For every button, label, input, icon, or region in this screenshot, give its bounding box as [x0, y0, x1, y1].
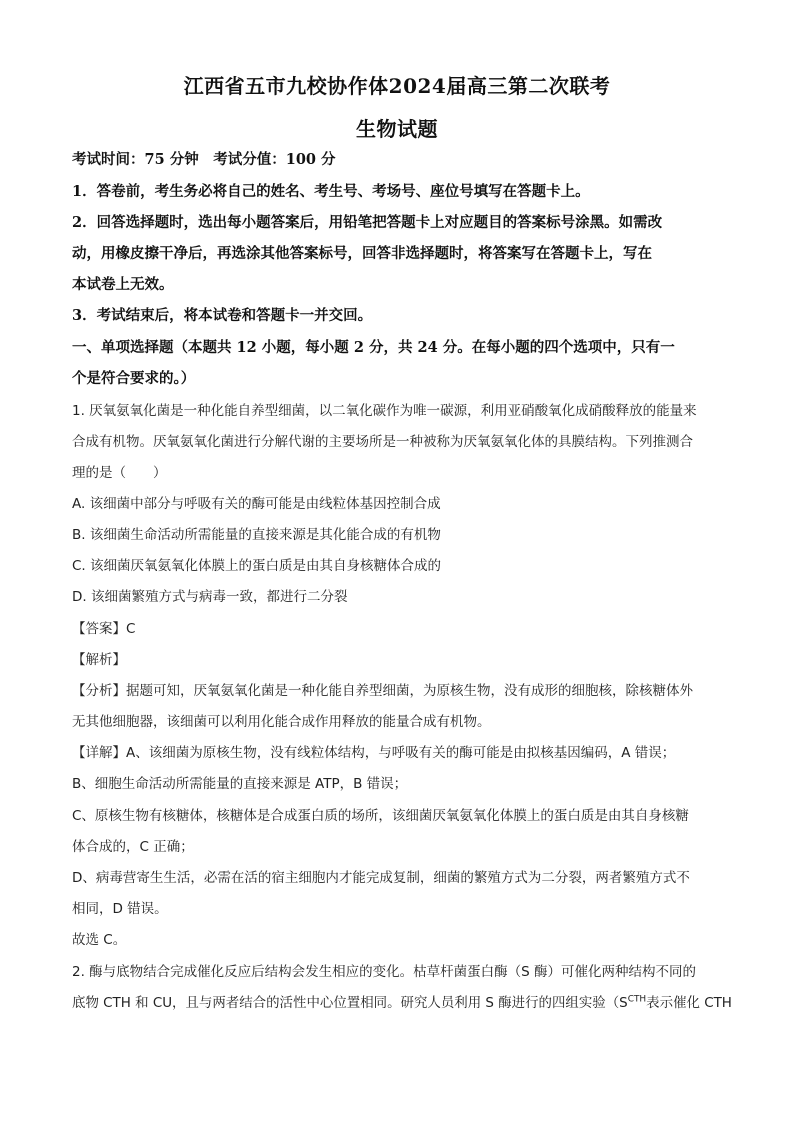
q1-detail-line-4: 体合成的，C 正确； [72, 839, 194, 855]
q1-detail-line-3: C、原核生物有核糖体，核糖体是合成蛋白质的场所，该细菌厌氧氨氧化体膜上的蛋白质是由其自身核糖 [72, 808, 689, 824]
q1-option-d: D. 该细菌繁殖方式与病毒一致，都进行二分裂 [72, 589, 348, 605]
section-heading-line-2: 个是符合要求的。） [72, 370, 196, 387]
q1-analysis-line-1: 【分析】据题可知，厌氧氨氧化菌是一种化能自养型细菌，为原核生物，没有成形的细胞核，除核糖体外 [72, 683, 693, 699]
q1-analysis-line-2: 无其他细胞器，该细菌可以利用化能合成作用释放的能量合成有机物。 [72, 714, 491, 730]
q2-stem-line-1: 2. 酶与底物结合完成催化反应后结构会发生相应的变化。枯草杆菌蛋白酶（S 酶）可催化两种结构不同的 [72, 964, 697, 980]
q1-option-c: C. 该细菌厌氧氨氧化体膜上的蛋白质是由其自身核糖体合成的 [72, 558, 442, 574]
instruction-3: 3．考试结束后，将本试卷和答题卡一并交回。 [72, 307, 373, 324]
q2-superscript-cth: CTH [627, 994, 647, 1005]
instruction-1: 1．答卷前，考生务必将自己的姓名、考生号、考场号、座位号填写在答题卡上。 [72, 183, 590, 200]
exam-title: 江西省五市九校协作体2024届高三第二次联考 [183, 74, 611, 98]
q1-option-a: A. 该细菌中部分与呼吸有关的酶可能是由线粒体基因控制合成 [72, 496, 441, 512]
exam-info: 考试时间：75 分钟 考试分值：100 分 [72, 151, 336, 168]
q1-detail-line-6: 相同，D 错误。 [72, 901, 168, 917]
q1-answer: 【答案】C [72, 621, 136, 637]
q1-stem-line-2: 合成有机物。厌氧氨氧化菌进行分解代谢的主要场所是一种被称为厌氧氨氧化体的具膜结构。下列推测合 [72, 434, 693, 450]
q1-detail-line-2: B、细胞生命活动所需能量的直接来源是 ATP，B 错误； [72, 776, 408, 792]
instruction-2-line-3: 本试卷上无效。 [72, 276, 174, 293]
q1-detail-line-5: D、病毒营寄生生活，必需在活的宿主细胞内才能完成复制，细菌的繁殖方式为二分裂，两者繁殖方式不 [72, 870, 690, 886]
q2-stem-line-2-text: 底物 CTH 和 CU，且与两者结合的活性中心位置相同。研究人员利用 S 酶进行的四组实验（S [72, 995, 628, 1011]
q1-conclusion: 故选 C。 [72, 932, 127, 948]
q1-stem-line-1: 1. 厌氧氨氧化菌是一种化能自养型细菌，以二氧化碳作为唯一碳源，利用亚硝酸氧化成硝酸释放的能量来 [72, 403, 697, 419]
q1-stem-line-3: 理的是（ ） [72, 465, 167, 481]
q2-stem-line-2 [72, 993, 732, 1013]
instruction-2-line-1: 2．回答选择题时，选出每小题答案后，用铅笔把答题卡上对应题目的答案标号涂黑。如需改 [72, 214, 663, 231]
subject-title: 生物试题 [356, 117, 438, 141]
section-heading-line-1: 一、单项选择题（本题共 12 小题，每小题 2 分，共 24 分。在每小题的四个选项中，只有一 [72, 339, 675, 356]
q1-detail-line-1: 【详解】A、该细菌为原核生物，没有线粒体结构，与呼吸有关的酶可能是由拟核基因编码，A 错误； [72, 745, 676, 761]
q2-stem-line-2-tail: 表示催化 CTH [646, 995, 732, 1011]
q1-analysis-label: 【解析】 [72, 652, 126, 668]
q1-option-b: B. 该细菌生命活动所需能量的直接来源是其化能合成的有机物 [72, 527, 441, 543]
instruction-2-line-2: 动，用橡皮擦干净后，再选涂其他答案标号，回答非选择题时，将答案写在答题卡上，写在 [72, 245, 652, 262]
